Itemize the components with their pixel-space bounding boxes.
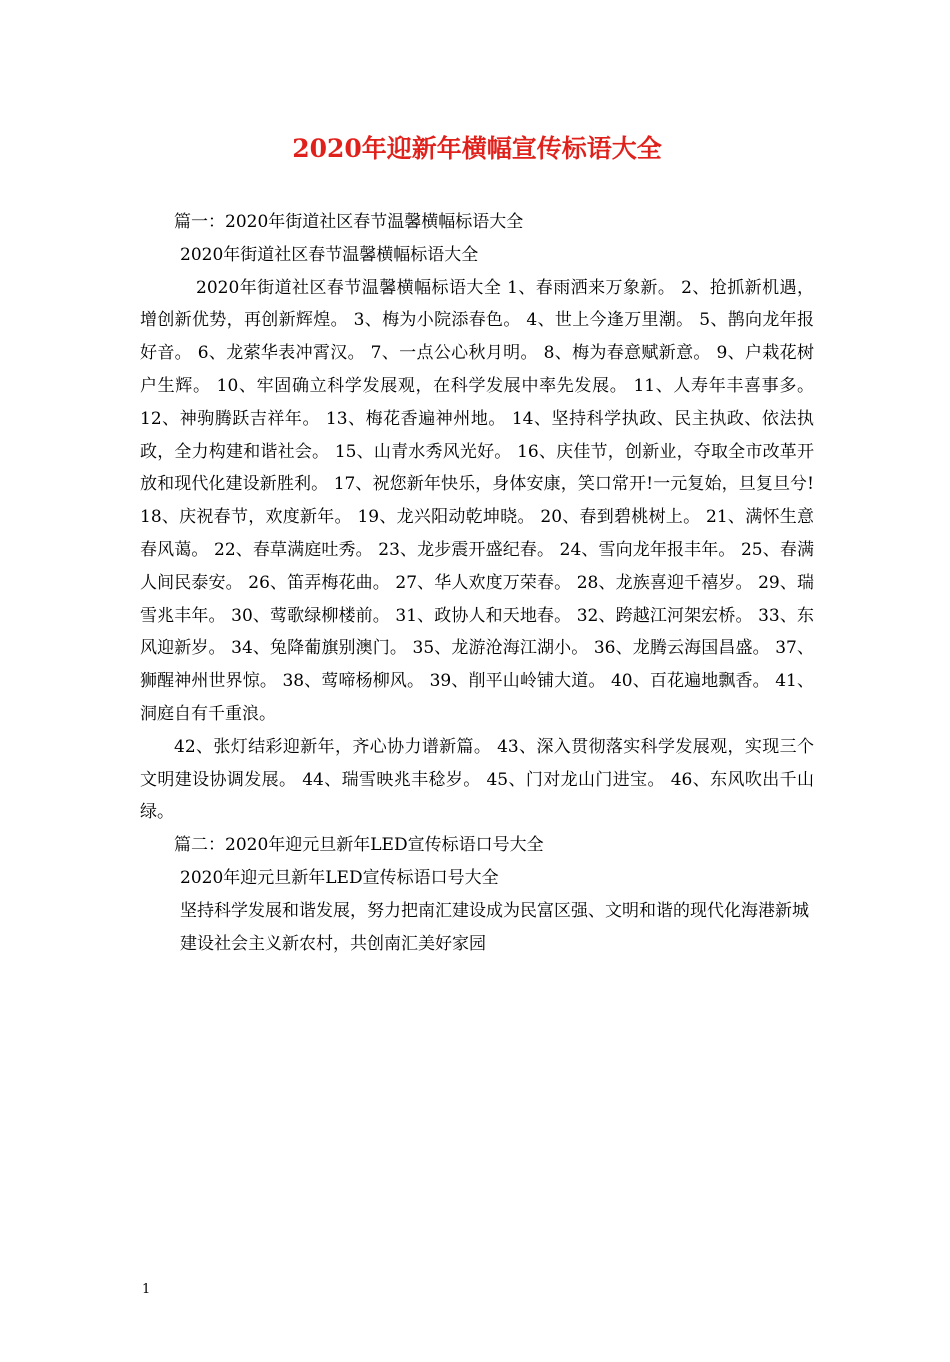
page-number: 1 xyxy=(142,1282,151,1297)
section1-subheading: 2020年街道社区春节温馨横幅标语大全 xyxy=(180,244,479,265)
section2-paragraph-2: 建设社会主义新农村，共创南汇美好家园 xyxy=(180,933,486,954)
section1-paragraph-1: 2020年街道社区春节温馨横幅标语大全 1、春雨洒来万象新。 2、抢抓新机遇，增创新优势，再创新辉煌。 3、梅为小院添春色。 4、世上今逢万里潮。 5、鹊向龙年报好音。 6、龙萦华表冲霄汉。 7、一点公心秋月明。 8、梅为春意赋新意。 9、户栽花树户生辉。 10、牢固确立科学发展观，在科学发展中率先发展。 11、人寿年丰喜事多。 12、神驹腾跃吉祥年。 13、梅花香遍神州地。 14、坚持科学执政、民主执政、依法执政，全力构建和谐社会。 15、山青水秀风光好。 16、庆佳节，创新业，夺取全市改革开放和现代化建设新胜利。 17、祝您新年快乐，身体安康，笑口常开!一元复始，旦复旦兮! 18、庆祝春节，欢度新年。 19、龙兴阳动乾坤晓。 20、春到碧桃树上。 21、满怀生意春风蔼。 22、春草满庭吐秀。 23、龙步震开盛纪春。 24、雪向龙年报丰年。 25、春满人间民泰安。 26、笛弄梅花曲。 27、华人欢度万荣春。 28、龙族喜迎千禧岁。 29、瑞雪兆丰年。 30、莺歌绿柳楼前。 31、政协人和天地春。 32、跨越江河架宏桥。 33、东风迎新岁。 34、兔降葡旗别澳门。 35、龙游沧海江湖小。 36、龙腾云海国昌盛。 37、狮醒神州世界惊。 38、莺啼杨柳风。 39、削平山岭铺大道。 40、百花遍地飘香。 41、洞庭自有千重浪。 xyxy=(140,277,814,724)
document-title: 2020年迎新年横幅宣传标语大全 xyxy=(292,134,662,163)
section1-paragraph-2: 42、张灯结彩迎新年，齐心协力谱新篇。 43、深入贯彻落实科学发展观，实现三个文明建设协调发展。 44、瑞雪映兆丰稔岁。 45、门对龙山门进宝。 46、东风吹出千山绿。 xyxy=(140,736,814,823)
document-body xyxy=(140,206,814,960)
section1-heading: 篇一：2020年街道社区春节温馨横幅标语大全 xyxy=(174,212,524,232)
section2-heading: 篇二：2020年迎元旦新年LED宣传标语口号大全 xyxy=(174,835,544,856)
document-page xyxy=(0,132,950,1362)
section2-paragraph-1: 坚持科学发展和谐发展，努力把南汇建设成为民富区强、文明和谐的现代化海港新城 xyxy=(180,900,809,921)
section2-subheading: 2020年迎元旦新年LED宣传标语口号大全 xyxy=(180,867,499,888)
